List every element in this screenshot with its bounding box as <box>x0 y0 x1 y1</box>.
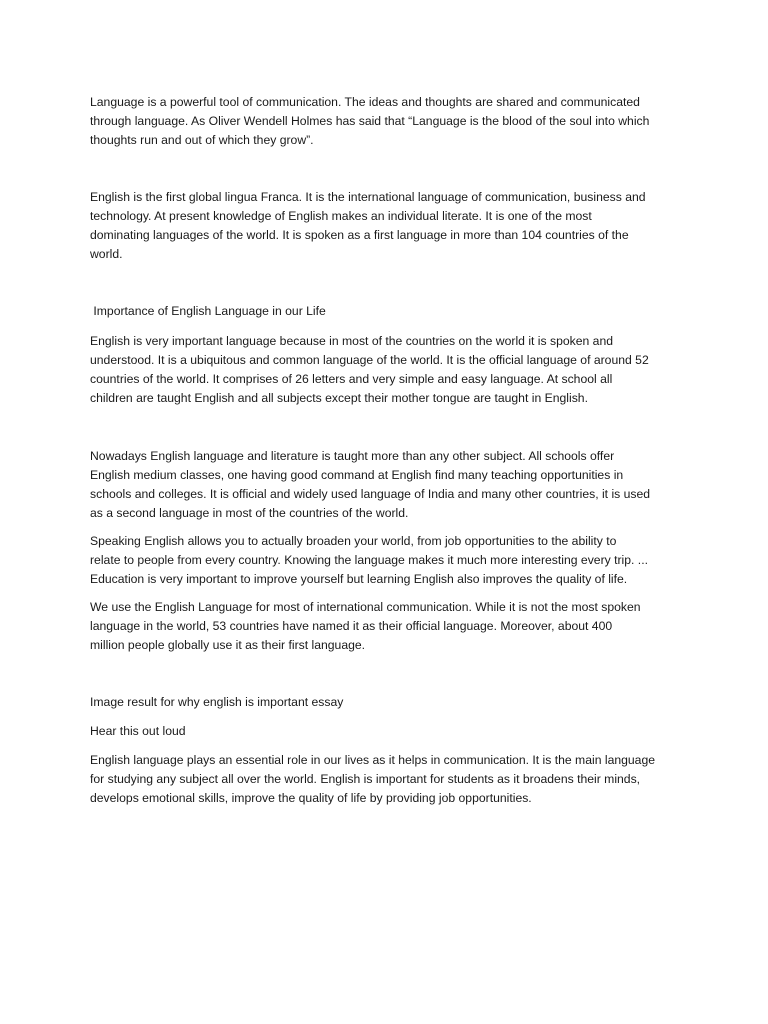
hear-aloud-label: Hear this out loud <box>90 724 186 738</box>
paragraph-speaking: Speaking English allows you to actually broaden your world, from job opportunities to the ability to relate to people from every country. Knowing the language makes it much more interesting every trip. ... Education is very important to improve yourself but learning English also improves the quality of life. <box>90 534 648 586</box>
section-heading: Importance of English Language in our Life <box>90 304 326 318</box>
paragraph-literature: Nowadays English language and literature is taught more than any other subject. All schools offer English medium classes, one having good command at English find many teaching opportunities in schools and colleges. It is official and widely used language of India and many other countries, it is used as a second language in most of the countries of the world. <box>90 449 651 520</box>
paragraph-intro: Language is a powerful tool of communication. The ideas and thoughts are shared and communicated through language. As Oliver Wendell Holmes has said that “Language is the blood of the soul into which thoughts run and out of which they grow”. <box>90 95 650 147</box>
paragraph-lingua-franca: English is the first global lingua Franca. It is the international language of communication, business and technology. At present knowledge of English makes an individual literate. It is one of the most dominating languages of the world. It is spoken as a first language in more than 104 countries of the world. <box>90 190 646 261</box>
image-result-caption: Image result for why english is important essay <box>90 695 344 709</box>
paragraph-importance: English is very important language because in most of the countries on the world it is spoken and understood. It is a ubiquitous and common language of the world. It is the official language of around 52 countries of the world. It comprises of 26 letters and very simple and easy language. At school all children are taught English and all subjects except their mother tongue are taught in English. <box>90 334 649 405</box>
paragraph-essential-role: English language plays an essential role in our lives as it helps in communication. It is the main language for studying any subject all over the world. English is important for students as it broadens their minds, develops emotional skills, improve the quality of life by providing job opportunities. <box>90 753 656 805</box>
paragraph-international: We use the English Language for most of international communication. While it is not the most spoken language in the world, 53 countries have named it as their official language. Moreover, about 400 million people globally use it as their first language. <box>90 600 641 652</box>
